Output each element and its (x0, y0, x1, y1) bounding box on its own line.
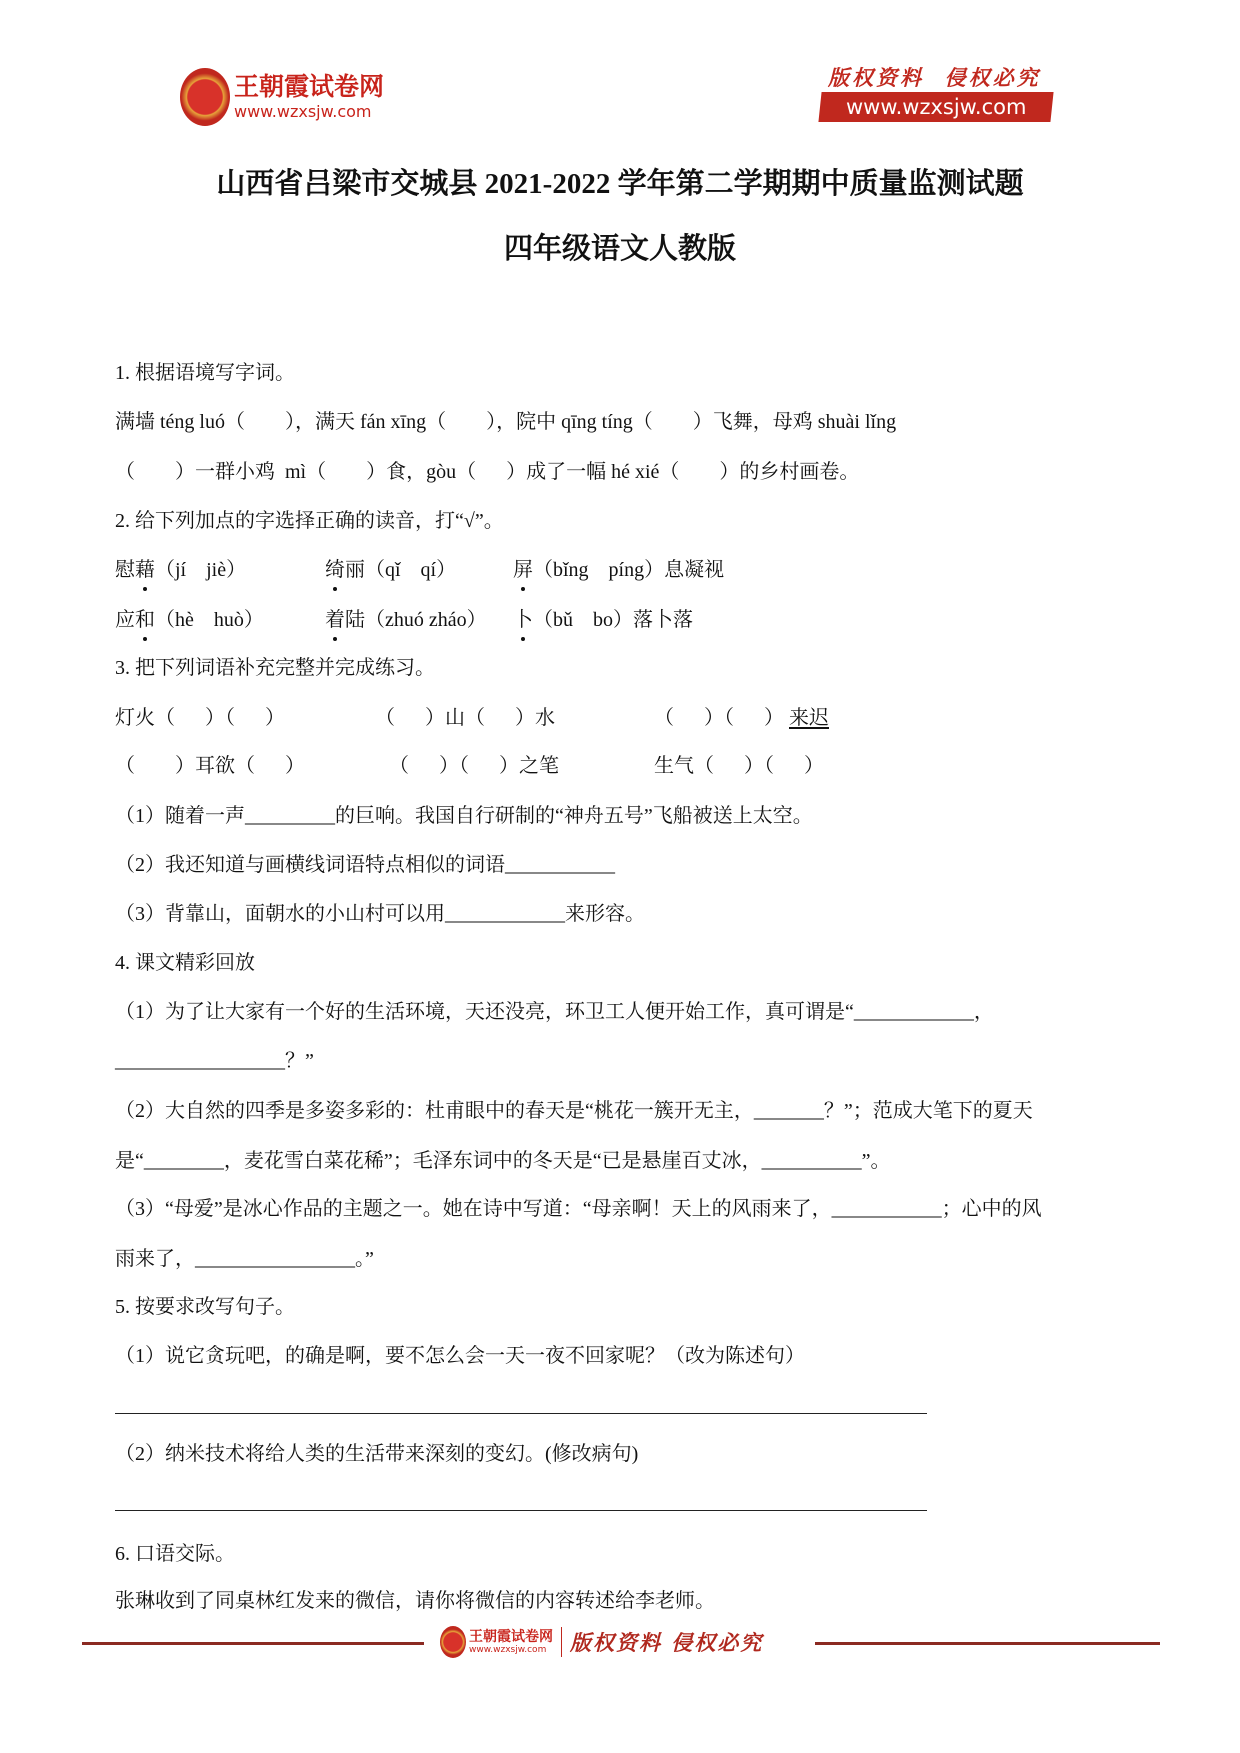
dotted-character: 着 (325, 609, 345, 631)
logo-url: www.wzxsjw.com (234, 102, 372, 121)
q4-heading: 4. 课文精彩回放 (115, 952, 255, 974)
page-title: 山西省吕梁市交城县 2021-2022 学年第二学期期中质量监测试题 (216, 168, 1024, 200)
q3-row1-item: （ ）山（ ）水 (375, 707, 555, 729)
footer-divider (815, 1642, 1160, 1645)
q2-item-text: （hè huò） (155, 609, 264, 631)
q2-item-text: （jí jiè） (155, 559, 247, 581)
footer-separator (561, 1627, 562, 1657)
q4-s1a: （1）为了让大家有一个好的生活环境，天还没亮，环卫工人便开始工作，真可谓是“____________， (115, 1001, 994, 1023)
q4-s3a: （3）“母爱”是冰心作品的主题之一。她在诗中写道：“母亲啊！天上的风雨来了，___________；心中的风 (115, 1198, 1042, 1220)
q3-heading: 3. 把下列词语补充完整并完成练习。 (115, 657, 435, 679)
q1-line1: 满墙 téng luó（ ），满天 fán xīng（ ），院中 qīng tíng（ ）飞舞，母鸡 shuài lǐng (115, 411, 897, 433)
q4-s2b: 是“________，麦花雪白菜花稀”；毛泽东词中的冬天是“已是悬崖百丈冰，__________”。 (115, 1150, 891, 1172)
q6-heading: 6. 口语交际。 (115, 1543, 235, 1565)
q2-item (325, 607, 487, 633)
q2-item-text: （bǔ bo）落卜落 (533, 609, 693, 631)
q2-item (325, 557, 456, 583)
q4-s1b: _________________？” (115, 1050, 314, 1072)
q5-s2: （2）纳米技术将给人类的生活带来深刻的变幻。(修改病句) (115, 1443, 639, 1465)
footer-divider (82, 1642, 424, 1645)
q2-heading: 2. 给下列加点的字选择正确的读音，打“√”。 (115, 510, 504, 532)
page-subtitle: 四年级语文人教版 (503, 233, 736, 265)
footer-logo (440, 1626, 763, 1658)
emblem-icon (440, 1626, 466, 1658)
banner-url: www.wzxsjw.com (845, 95, 1027, 119)
q5-s1: （1）说它贪玩吧，的确是啊，要不怎么会一天一夜不回家呢？（改为陈述句） (115, 1345, 805, 1367)
answer-line[interactable] (115, 1510, 927, 1511)
footer-copyright: 版权资料 侵权必究 (570, 1630, 764, 1655)
q3-sub2: （2）我还知道与画横线词语特点相似的词语___________ (115, 854, 615, 876)
underlined-word: 来迟 (789, 707, 829, 729)
q3-row2-item: （ ）（ ）之笔 (389, 755, 559, 777)
q4-s3b: 雨来了，________________。” (115, 1248, 374, 1270)
answer-line[interactable] (115, 1413, 927, 1414)
copyright-notice: 版权资料 侵权必究 (828, 65, 1041, 90)
dotted-character: 屏 (513, 559, 533, 581)
q2-item-text: 慰 (115, 559, 135, 581)
q5-heading: 5. 按要求改写句子。 (115, 1296, 295, 1318)
q4-s2a: （2）大自然的四季是多姿多彩的：杜甫眼中的春天是“桃花一簇开无主，_______？”；范成大笔下的夏天 (115, 1100, 1033, 1122)
q3-row1-item (654, 705, 829, 731)
url-banner (818, 92, 1053, 122)
footer-logo-name: 王朝霞试卷网 (469, 1628, 553, 1645)
q3-sub1: （1）随着一声_________的巨响。我国自行研制的“神舟五号”飞船被送上太空。 (115, 805, 813, 827)
dotted-character: 绮 (325, 559, 345, 581)
dotted-character: 和 (135, 609, 155, 631)
q3-sub3: （3）背靠山，面朝水的小山村可以用____________来形容。 (115, 903, 645, 925)
q6-text: 张琳收到了同桌林红发来的微信，请你将微信的内容转述给李老师。 (115, 1590, 715, 1612)
q2-item (115, 607, 264, 633)
q2-item (115, 557, 246, 583)
q2-item-text: 陆（zhuó zháo） (345, 609, 487, 631)
q2-item-text: 应 (115, 609, 135, 631)
q3-row1-text: （ ）（ ） (654, 707, 784, 729)
dotted-character: 藉 (135, 559, 155, 581)
q1-line2: （ ）一群小鸡 mì（ ）食，gòu（ ）成了一幅 hé xié（ ）的乡村画卷。 (115, 461, 860, 483)
q1-heading: 1. 根据语境写字词。 (115, 362, 295, 384)
dotted-character: 卜 (513, 609, 533, 631)
q3-row2-item: （ ）耳欲（ ） (115, 755, 305, 777)
q3-row1-item: 灯火（ ）（ ） (115, 707, 285, 729)
q2-item-text: （bǐng píng）息凝视 (533, 559, 725, 581)
q2-item (513, 607, 693, 633)
q2-item (513, 557, 724, 583)
q3-row2-item: 生气（ ）（ ） (654, 755, 824, 777)
q2-item-text: 丽（qǐ qí） (345, 559, 457, 581)
logo-name: 王朝霞试卷网 (234, 72, 385, 101)
footer-logo-url: www.wzxsjw.com (469, 1644, 547, 1655)
emblem-icon (180, 68, 230, 126)
site-logo (180, 68, 384, 126)
